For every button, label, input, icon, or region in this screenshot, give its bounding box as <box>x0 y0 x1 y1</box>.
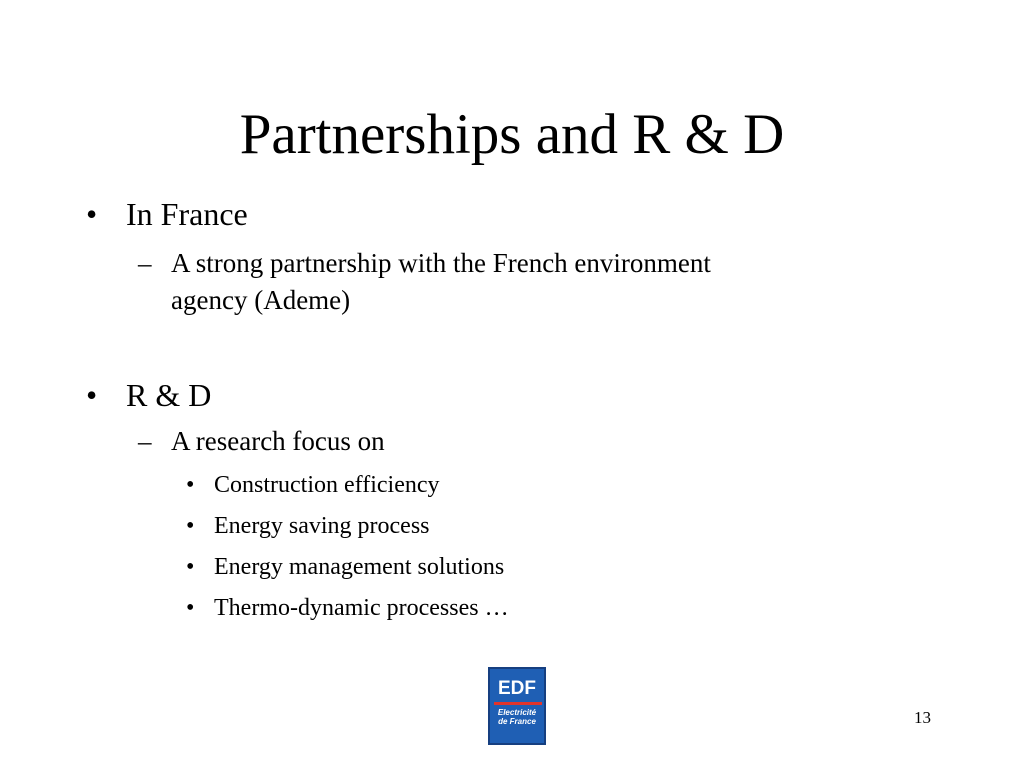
slide-title: Partnerships and R & D <box>239 103 785 166</box>
edf-logo <box>488 667 546 745</box>
bullet-text: R & D <box>126 377 212 413</box>
bullet-marker: • <box>86 196 98 232</box>
logo-subtitle <box>490 708 544 726</box>
sub-bullet-line2: agency (Ademe) <box>171 285 351 315</box>
logo-line2: de France <box>498 717 536 726</box>
logo-line1: Electricité <box>497 708 537 717</box>
sub-bullet-text: A research focus on <box>171 426 385 456</box>
bullet-marker: • <box>186 472 195 498</box>
bullet-marker: • <box>186 554 195 580</box>
dash-marker: – <box>138 248 152 278</box>
bullet-marker: • <box>186 595 195 621</box>
bullet-marker: • <box>186 513 195 539</box>
page-number: 13 <box>914 708 931 727</box>
dash-marker: – <box>138 426 152 456</box>
list-item-text: Energy saving process <box>214 513 430 539</box>
list-item-text: Energy management solutions <box>214 554 505 580</box>
bullet-text: In France <box>126 196 248 232</box>
logo-name: EDF <box>498 678 536 699</box>
bullet-marker: • <box>86 377 98 413</box>
sub-bullet-line1: A strong partnership with the French environment <box>171 248 711 278</box>
list-item-text: Thermo-dynamic processes … <box>214 595 509 621</box>
logo-stripe <box>494 702 542 705</box>
list-item-text: Construction efficiency <box>214 472 440 498</box>
sub-bullet-text <box>171 245 871 319</box>
